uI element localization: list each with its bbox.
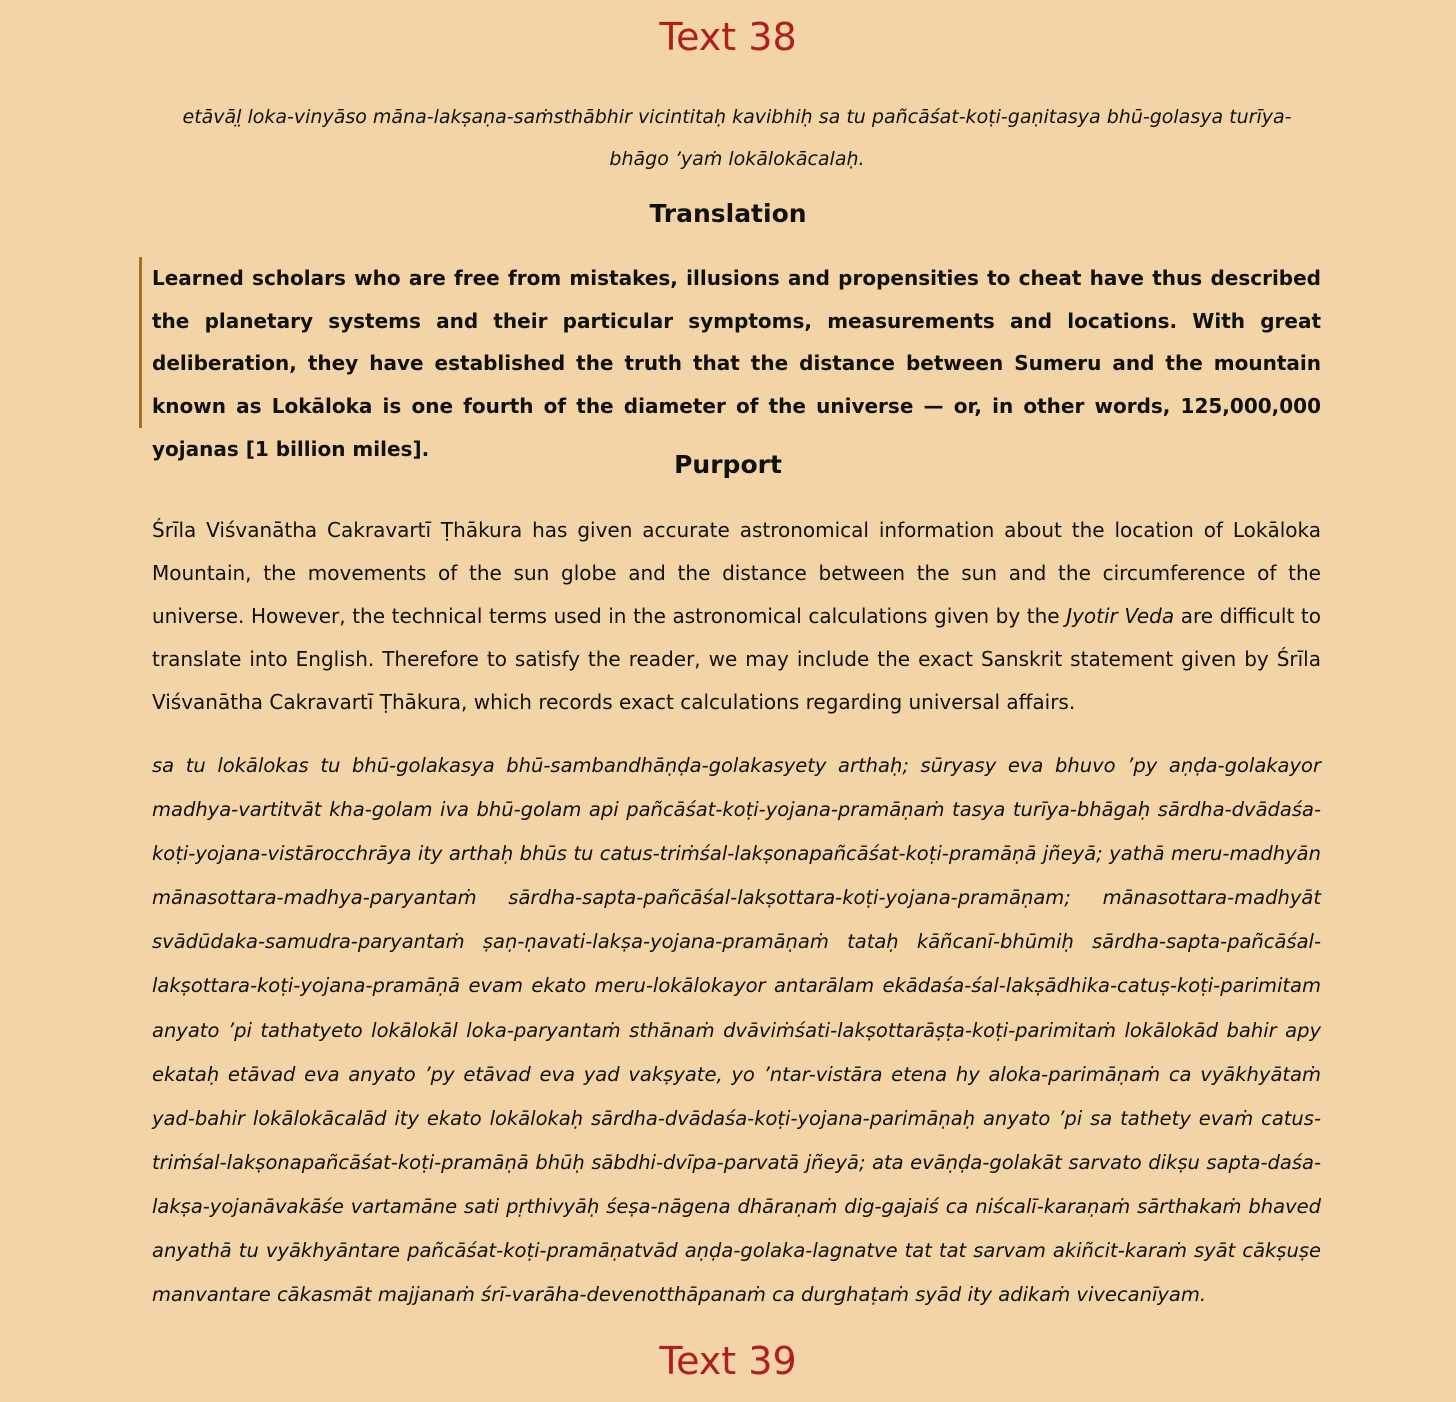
- next-text-number-heading: Text 39: [659, 1339, 797, 1383]
- purport-sanskrit-quote: sa tu lokālokas tu bhū-golakasya bhū-sambandhāṇḍa-golakasyety arthaḥ; sūryasy eva bhuvo ’py aṇḍa-golakayor madhya-vartitvāt kha-golam iva bhū-golam api pañcāśat-koṭi-yojana-pramāṇaṁ tasya turīya-bhāgaḥ sārdha-dvādaśa-koṭi-yojana-vistārocchrāya ity arthaḥ bhūs tu catus-triṁśal-lakṣonapañcāśat-koṭi-pramāṇā jñeyā; yathā meru-madhyān mānasottara-madhya-paryantaṁ sārdha-sapta-pañcāśal-lakṣottara-koṭi-yojana-pramāṇam; mānasottara-madhyāt svādūdaka-samudra-paryantaṁ ṣaṇ-ṇavati-lakṣa-yojana-pramāṇaṁ tataḥ kāñcanī-bhūmiḥ sārdha-sapta-pañcāśal-lakṣottara-koṭi-yojana-pramāṇā evam ekato meru-lokālokayor antarālam ekādaśa-śal-lakṣādhika-catuṣ-koṭi-parimitam anyato ’pi tathatyeto lokālokāl loka-paryantaṁ sthānaṁ dvāviṁśati-lakṣottarāṣṭa-koṭi-parimitaṁ lokālokād bahir apy ekataḥ etāvad eva anyato ’py etāvad eva yad vakṣyate, yo ’ntar-vistāra etena hy aloka-parimāṇaṁ ca vyākhyātaṁ yad-bahir lokālokācalād ity ekato lokālokaḥ sārdha-dvādaśa-koṭi-yojana-parimāṇaḥ anyato ’pi sa tathety evaṁ catus-triṁśal-lakṣonapañcāśat-koṭi-pramāṇā bhūḥ sābdhi-dvīpa-parvatā jñeyā; ata evāṇḍa-golakāt sarvato dikṣu sapta-daśa-lakṣa-yojanāvakāśe vartamāne sati pṛthivyāḥ śeṣa-nāgena dhāraṇaṁ dig-gajaiś ca niścalī-karaṇaṁ sārthakaṁ bhaved anyathā tu vyākhyāntare pañcāśat-koṭi-pramāṇatvād aṇḍa-golaka-lagnatve tat tat sarvam akiñcit-karaṁ syāt cākṣuṣe manvantare cākasmāt majjanaṁ śrī-varāha-devenotthāpanaṁ ca durghaṭaṁ syād ity adikaṁ vivecanīyam.: [152, 754, 1321, 1307]
- purport-text-part-2: are difficult to translate into English. Therefore to satisfy the reader, we may include the exact Sanskrit statement given by Śrīla Viśvanātha Cakravartī Ṭhākura, which records exact calculations regarding universal affairs.: [152, 604, 1321, 714]
- purport-italic-title: Jyotir Veda: [1066, 604, 1175, 628]
- verse-transliteration: etāvāl̤ loka-vinyāso māna-lakṣaṇa-saṁsthābhir vicintitaḥ kavibhiḥ sa tu pañcāśat-koṭi-gaṇitasya bhū-golasya turīya-bhāgo ’yaṁ lokālokācalaḥ.: [182, 106, 1292, 170]
- text-number-heading: Text 38: [659, 15, 797, 59]
- purport-title: Purport: [674, 450, 782, 479]
- purport-paragraph: [152, 509, 1321, 724]
- translation-title: Translation: [649, 199, 807, 228]
- translation-block: [139, 257, 1321, 461]
- translation-text: Learned scholars who are free from mistakes, illusions and propensities to cheat have thus described the planetary systems and their particular symptoms, measurements and locations. With great deliberation, they have established the truth that the distance between Sumeru and the mountain known as Lokāloka is one fourth of the diameter of the universe — or, in other words, 125,000,000 yojanas [1 billion miles].: [152, 266, 1321, 461]
- purport-text-part-1: Śrīla Viśvanātha Cakravartī Ṭhākura has given accurate astronomical information about the location of Lokāloka Mountain, the movements of the sun globe and the distance between the sun and the circumference of the universe. However, the technical terms used in the astronomical calculations given by the: [152, 518, 1321, 628]
